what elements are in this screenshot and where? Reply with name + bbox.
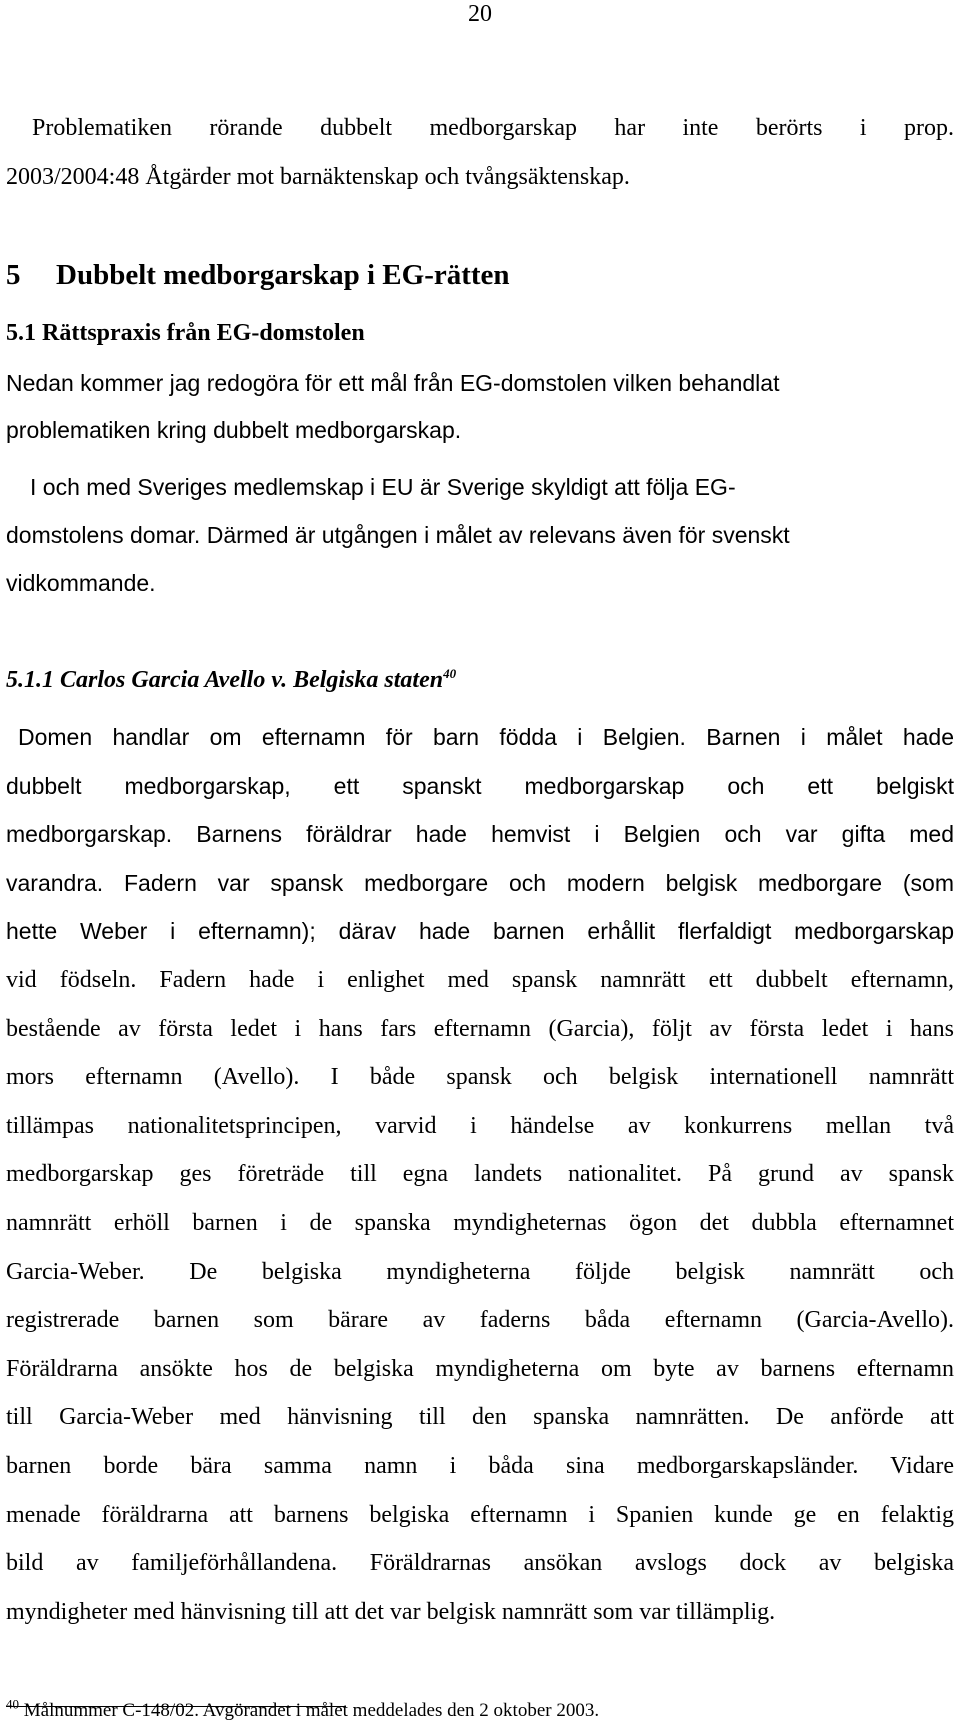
section-5-1-1-title: 5.1.1 Carlos Garcia Avello v. Belgiska staten <box>6 667 444 693</box>
intro-line-1: Problematiken rörande dubbelt medborgarskap har inte berörts i prop. <box>32 115 954 141</box>
eu-line-2: domstolens domar. Därmed är utgången i målet av relevans även för svenskt <box>6 522 790 548</box>
section-5-title: Dubbelt medborgarskap i EG-rätten <box>56 259 510 291</box>
case-line: Garcia-Weber. De belgiska myndigheterna följde belgisk namnrätt och <box>6 1258 954 1285</box>
case-line: mors efternamn (Avello). I både spansk och belgisk internationell namnrätt <box>6 1064 954 1091</box>
case-line: till Garcia-Weber med hänvisning till den spanska namnrätten. De anförde att <box>6 1404 954 1431</box>
case-line: medborgarskap ges företräde till egna landets nationalitet. På grund av spansk <box>6 1161 954 1188</box>
case-line: registrerade barnen som bärare av faderns båda efternamn (Garcia-Avello). <box>6 1307 954 1334</box>
eu-line-3: vidkommande. <box>6 570 156 596</box>
intro-case-line-2: problematiken kring dubbelt medborgarskap. <box>6 417 462 443</box>
section-5-number: 5 <box>6 259 21 291</box>
case-description-paragraph <box>6 713 954 1636</box>
intro-paragraph <box>6 104 954 202</box>
footnote-reference: 40 <box>443 666 457 681</box>
case-line: Domen handlar om efternamn för barn födda i Belgien. Barnen i målet hade <box>18 724 954 750</box>
case-line: Föräldrarna ansökte hos de belgiska myndigheterna om byte av barnens efternamn <box>6 1355 954 1382</box>
case-line: myndigheter med hänvisning till att det var belgisk namnrätt som var tillämplig. <box>6 1598 776 1625</box>
footnote-number: 40 <box>6 1696 19 1712</box>
case-line: medborgarskap. Barnens föräldrar hade hemvist i Belgien och var gifta med <box>6 821 954 848</box>
intro-line-2: 2003/2004:48 Åtgärder mot barnäktenskap och tvångsäktenskap. <box>6 164 630 190</box>
case-line: varandra. Fadern var spansk medborgare och modern belgisk medborgare (som <box>6 869 954 896</box>
case-line: barnen borde bära samma namn i båda sina medborgarskapsländer. Vidare <box>6 1452 954 1479</box>
section-5-1-1-heading <box>6 665 954 695</box>
section-5-heading <box>6 258 954 292</box>
case-line: vid födseln. Fadern hade i enlighet med spansk namnrätt ett dubbelt efternamn, <box>6 966 954 993</box>
case-line: bestående av första ledet i hans fars efternamn (Garcia), följt av första ledet i hans <box>6 1015 954 1042</box>
footnote <box>6 1696 600 1723</box>
case-line: menade föräldrarna att barnens belgiska efternamn i Spanien kunde ge en felaktig <box>6 1501 954 1528</box>
eu-line-1: I och med Sveriges medlemskap i EU är Sverige skyldigt att följa EG- <box>30 474 736 500</box>
case-line: tillämpas nationalitetsprincipen, varvid i händelse av konkurrens mellan två <box>6 1112 954 1139</box>
case-line: namnrätt erhöll barnen i de spanska myndigheternas ögon det dubbla efternamnet <box>6 1209 954 1236</box>
case-line: hette Weber i efternamn); därav hade barnen erhållit flerfaldigt medborgarskap <box>6 918 954 945</box>
page-number: 20 <box>468 1 492 27</box>
case-line: dubbelt medborgarskap, ett spanskt medborgarskap och ett belgiskt <box>6 772 954 799</box>
case-line: bild av familjeförhållandena. Föräldrarnas ansökan avslogs dock av belgiska <box>6 1550 954 1577</box>
eu-membership-paragraph <box>6 463 954 607</box>
intro-case-line-1: Nedan kommer jag redogöra för ett mål från EG-domstolen vilken behandlat <box>6 370 780 396</box>
footnote-text: Målnummer C-148/02. Avgörandet i målet meddelades den 2 oktober 2003. <box>23 1700 600 1721</box>
section-5-1-heading: 5.1 Rättspraxis från EG-domstolen <box>6 320 365 346</box>
intro-case-paragraph <box>6 360 954 454</box>
